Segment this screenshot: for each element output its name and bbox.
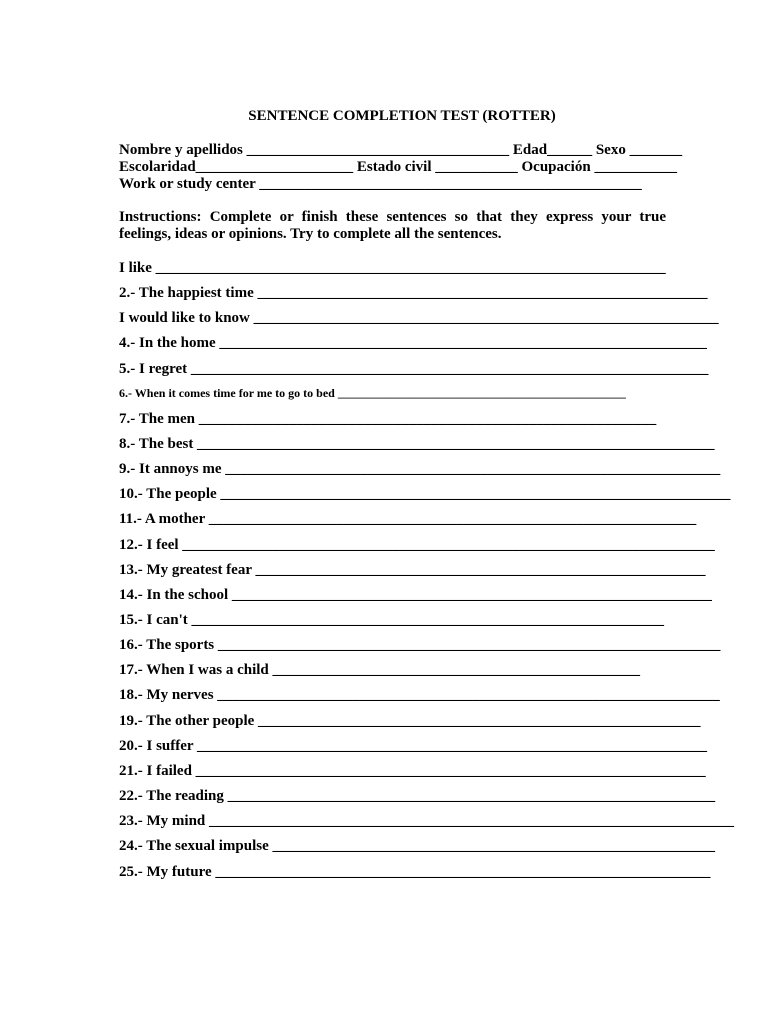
sentence-item-15[interactable]: 15.- I can't _______________________________________________________________ (119, 612, 664, 628)
sentence-item-19[interactable]: 19.- The other people ___________________________________________________________ (119, 713, 701, 729)
work-study-center-line[interactable]: Work or study center ___________________________________________________ (119, 176, 642, 192)
sentence-item-8[interactable]: 8.- The best _____________________________________________________________________ (119, 436, 715, 452)
sentence-item-17[interactable]: 17.- When I was a child _________________________________________________ (119, 662, 641, 678)
sentence-item-3[interactable]: I would like to know ______________________________________________________________ (119, 310, 719, 326)
sentence-item-21[interactable]: 21.- I failed ____________________________________________________________________ (119, 763, 706, 779)
sentence-item-9[interactable]: 9.- It annoys me __________________________________________________________________ (119, 461, 721, 477)
sentence-item-13[interactable]: 13.- My greatest fear ____________________________________________________________ (119, 562, 706, 578)
sentence-item-6[interactable]: 6.- When it comes time for me to go to bed ________________________________________________ (119, 386, 626, 400)
sentence-item-7[interactable]: 7.- The men _____________________________________________________________ (119, 411, 657, 427)
sentence-item-23[interactable]: 23.- My mind ______________________________________________________________________ (119, 813, 734, 829)
sentence-item-18[interactable]: 18.- My nerves ___________________________________________________________________ (119, 687, 720, 703)
sentence-item-11[interactable]: 11.- A mother _________________________________________________________________ (119, 511, 697, 527)
sentence-item-20[interactable]: 20.- I suffer ____________________________________________________________________ (119, 738, 708, 754)
schooling-civil-status-occupation-line[interactable]: Escolaridad_____________________ Estado civil ___________ Ocupación ___________ (119, 159, 677, 175)
name-age-sex-line[interactable]: Nombre y apellidos ___________________________________ Edad______ Sexo _______ (119, 142, 683, 158)
sentence-item-5[interactable]: 5.- I regret _____________________________________________________________________ (119, 361, 709, 377)
sentence-item-10[interactable]: 10.- The people ____________________________________________________________________ (119, 486, 731, 502)
sentence-item-24[interactable]: 24.- The sexual impulse ___________________________________________________________ (119, 838, 715, 854)
sentence-item-12[interactable]: 12.- I feel _______________________________________________________________________ (119, 537, 715, 553)
instructions: Instructions: Complete or finish these sentences so that they express your true feelings, ideas or opinions. Try to complete all the sentences. (119, 209, 666, 242)
sentence-item-2[interactable]: 2.- The happiest time ____________________________________________________________ (119, 285, 708, 301)
page-title: SENTENCE COMPLETION TEST (ROTTER) (248, 108, 556, 124)
sentence-item-4[interactable]: 4.- In the home _________________________________________________________________ (119, 335, 707, 351)
sentence-item-16[interactable]: 16.- The sports ___________________________________________________________________ (119, 637, 721, 653)
sentence-item-1[interactable]: I like ____________________________________________________________________ (119, 260, 666, 276)
sentence-item-25[interactable]: 25.- My future __________________________________________________________________ (119, 864, 711, 880)
sentence-item-22[interactable]: 22.- The reading _________________________________________________________________ (119, 788, 716, 804)
sentence-item-14[interactable]: 14.- In the school ________________________________________________________________ (119, 587, 712, 603)
